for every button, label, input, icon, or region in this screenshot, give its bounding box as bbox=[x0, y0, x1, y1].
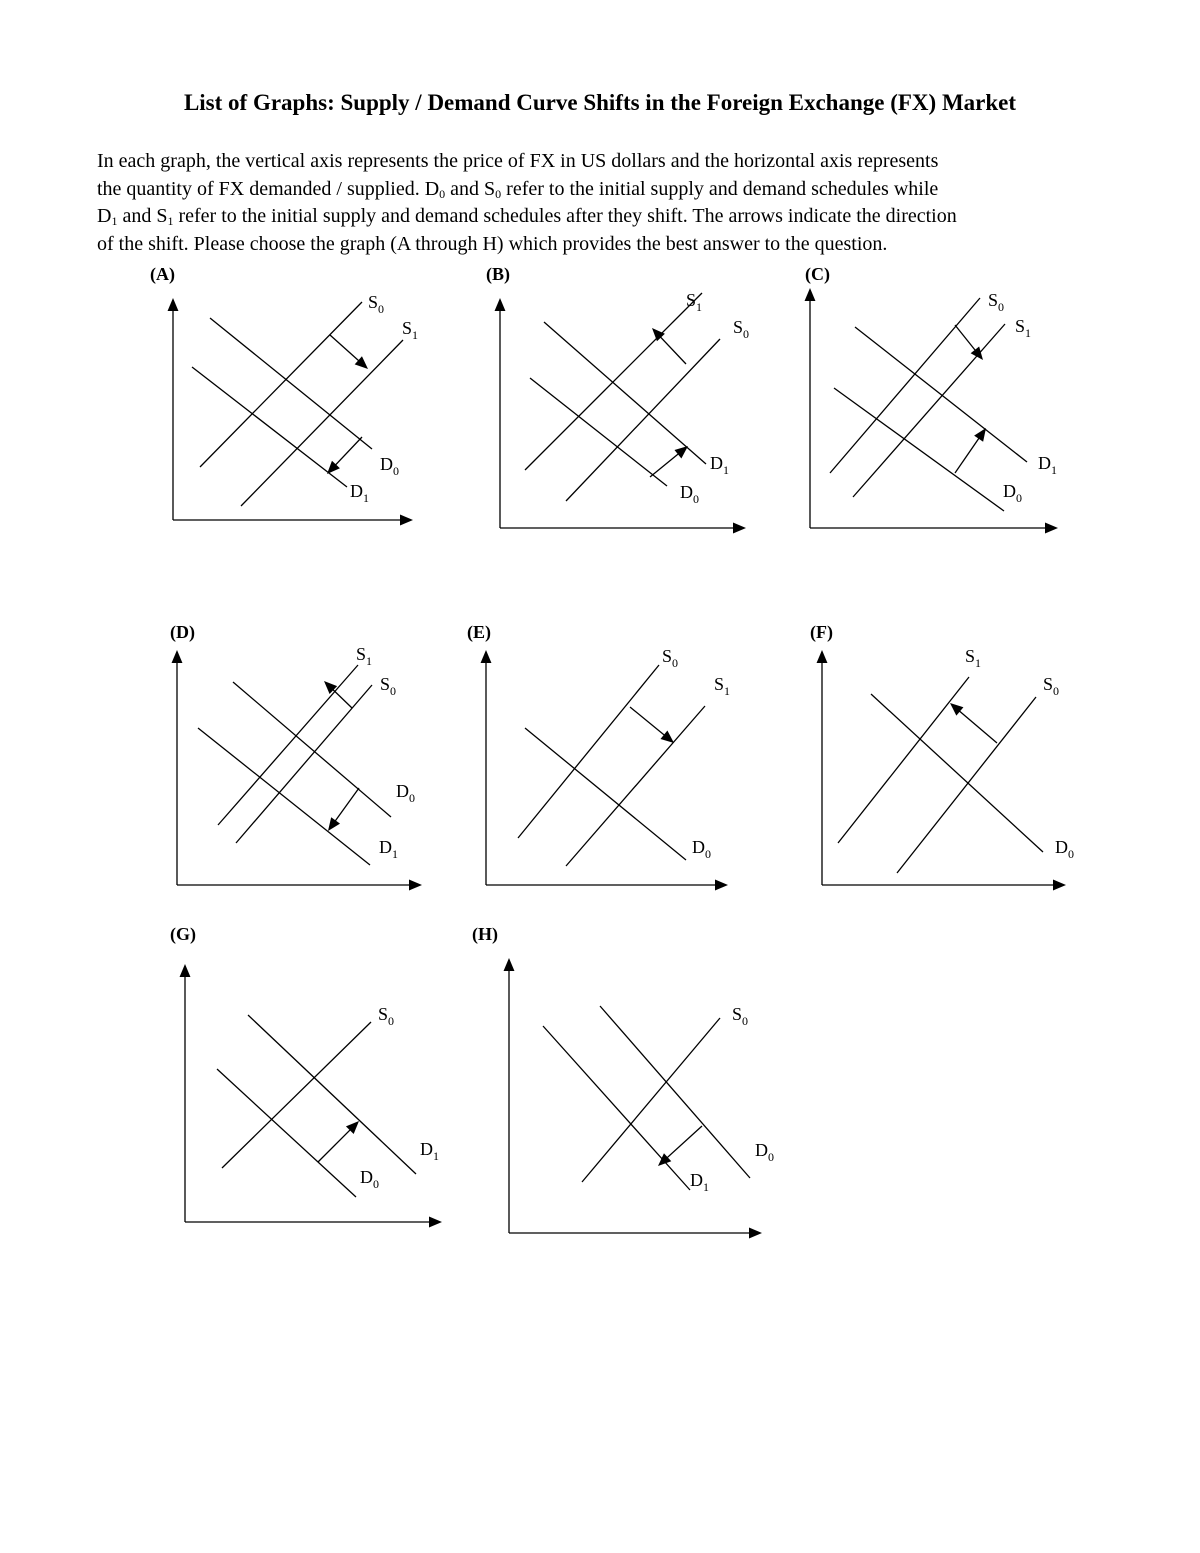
arrowhead bbox=[1053, 880, 1066, 891]
curve-label-d0: $D_0$ bbox=[755, 1140, 774, 1164]
arrowhead bbox=[1045, 523, 1058, 534]
curve-label-d1: $D_1$ bbox=[1038, 453, 1057, 477]
graph-title: (D) bbox=[170, 622, 195, 642]
curve-label-s0: $S_0$ bbox=[378, 1004, 395, 1028]
curve-label-s0: $S_0$ bbox=[733, 317, 750, 341]
curve-label-d0: $D_0$ bbox=[360, 1167, 379, 1191]
demand-curve-d0 bbox=[217, 1069, 356, 1197]
supply-curve-s0 bbox=[566, 339, 720, 501]
curve-label-s0: $S_0$ bbox=[368, 292, 385, 316]
curve-label-d1: $D_1$ bbox=[710, 453, 729, 477]
curve-label-d1: $D_1$ bbox=[690, 1170, 709, 1194]
demand-curve-d0 bbox=[233, 682, 391, 817]
graph-f bbox=[810, 622, 1074, 890]
curve-label-d0: $D_0$ bbox=[396, 781, 415, 805]
supply-curve-s1 bbox=[838, 677, 969, 843]
graph-title: (H) bbox=[472, 924, 498, 944]
arrowhead bbox=[172, 650, 183, 663]
arrowhead bbox=[660, 731, 674, 743]
arrowhead bbox=[971, 346, 983, 360]
arrowhead bbox=[429, 1217, 442, 1228]
curve-label-d1: $D_1$ bbox=[420, 1139, 439, 1163]
supply-curve-s1 bbox=[566, 706, 705, 866]
arrowhead bbox=[715, 880, 728, 891]
instructions-line-3: $D_1$ and $S_1$ refer to the initial supply and demand schedules after they shift. The arrows indicate the direction bbox=[97, 205, 957, 228]
supply-curve-s1 bbox=[218, 665, 358, 825]
curve-label-s0: $S_0$ bbox=[988, 290, 1005, 314]
graph-title: (C) bbox=[805, 264, 830, 284]
arrowhead bbox=[400, 515, 413, 526]
curve-label-d1: $D_1$ bbox=[379, 837, 398, 861]
arrowhead bbox=[495, 298, 506, 311]
curve-label-s1: $S_1$ bbox=[402, 318, 419, 342]
demand-curve-d0 bbox=[525, 728, 686, 860]
arrowhead bbox=[481, 650, 492, 663]
graph-title: (A) bbox=[150, 264, 175, 284]
arrowhead bbox=[974, 428, 986, 442]
supply-curve-s1 bbox=[853, 324, 1005, 497]
supply-curve-s0 bbox=[518, 665, 659, 838]
instructions-line-1: In each graph, the vertical axis represents the price of FX in US dollars and the horizontal axis represents bbox=[97, 150, 939, 172]
curve-label-d0: $D_0$ bbox=[680, 482, 699, 506]
graph-d bbox=[170, 622, 422, 890]
graph-c bbox=[805, 264, 1058, 533]
graph-title: (E) bbox=[467, 622, 491, 642]
demand-curve-d0 bbox=[834, 388, 1004, 511]
arrowhead bbox=[950, 703, 963, 716]
arrowhead bbox=[749, 1228, 762, 1239]
arrowhead bbox=[805, 288, 816, 301]
graph-title: (G) bbox=[170, 924, 196, 944]
curve-label-d0: $D_0$ bbox=[1003, 481, 1022, 505]
curve-label-s1: $S_1$ bbox=[714, 674, 731, 698]
supply-curve-s0 bbox=[897, 697, 1036, 873]
arrowhead bbox=[504, 958, 515, 971]
demand-curve-d0 bbox=[871, 694, 1043, 852]
instructions-line-2: the quantity of FX demanded / supplied. $D_0$ and $S_0$ refer to the initial supply and demand schedules while bbox=[97, 177, 939, 201]
graph-g bbox=[170, 924, 442, 1227]
curve-label-s1: $S_1$ bbox=[1015, 316, 1032, 340]
graph-h bbox=[472, 924, 774, 1238]
curve-label-s1: $S_1$ bbox=[965, 646, 982, 670]
instructions-line-4: of the shift. Please choose the graph (A through H) which provides the best answer to the question. bbox=[97, 232, 888, 255]
graph-a bbox=[150, 264, 418, 525]
demand-curve-d0 bbox=[210, 318, 372, 449]
demand-curve-d1 bbox=[544, 322, 706, 464]
arrowhead bbox=[733, 523, 746, 534]
curve-label-d0: $D_0$ bbox=[692, 837, 711, 861]
demand-curve-d0 bbox=[600, 1006, 750, 1178]
curve-label-d1: $D_1$ bbox=[350, 481, 369, 505]
arrowhead bbox=[817, 650, 828, 663]
arrowhead bbox=[168, 298, 179, 311]
demand-curve-d0 bbox=[530, 378, 667, 486]
supply-curve-s0 bbox=[200, 302, 362, 467]
graph-title: (F) bbox=[810, 622, 833, 642]
demand-curve-d1 bbox=[855, 327, 1027, 462]
demand-curve-d1 bbox=[198, 728, 370, 865]
arrowhead bbox=[674, 446, 688, 458]
arrowhead bbox=[409, 880, 422, 891]
graph-e bbox=[467, 622, 730, 890]
supply-curve-s0 bbox=[830, 298, 980, 473]
curve-label-s1: $S_1$ bbox=[356, 644, 373, 668]
curve-label-s0: $S_0$ bbox=[732, 1004, 749, 1028]
demand-curve-d1 bbox=[543, 1026, 690, 1190]
page-title: List of Graphs: Supply / Demand Curve Shifts in the Foreign Exchange (FX) Market bbox=[183, 90, 1017, 115]
demand-curve-d1 bbox=[192, 367, 347, 487]
curve-label-s0: $S_0$ bbox=[1043, 674, 1060, 698]
arrowhead bbox=[180, 964, 191, 977]
supply-curve-s0 bbox=[582, 1018, 720, 1182]
curve-label-d0: $D_0$ bbox=[380, 454, 399, 478]
curve-label-s0: $S_0$ bbox=[380, 674, 397, 698]
curve-label-d0: $D_0$ bbox=[1055, 837, 1074, 861]
curve-label-s1: $S_1$ bbox=[686, 290, 703, 314]
graph-b bbox=[486, 264, 749, 533]
curve-label-s0: $S_0$ bbox=[662, 646, 679, 670]
supply-curve-s0 bbox=[236, 685, 372, 843]
arrowhead bbox=[328, 817, 340, 831]
graph-title: (B) bbox=[486, 264, 510, 284]
demand-curve-d1 bbox=[248, 1015, 416, 1174]
